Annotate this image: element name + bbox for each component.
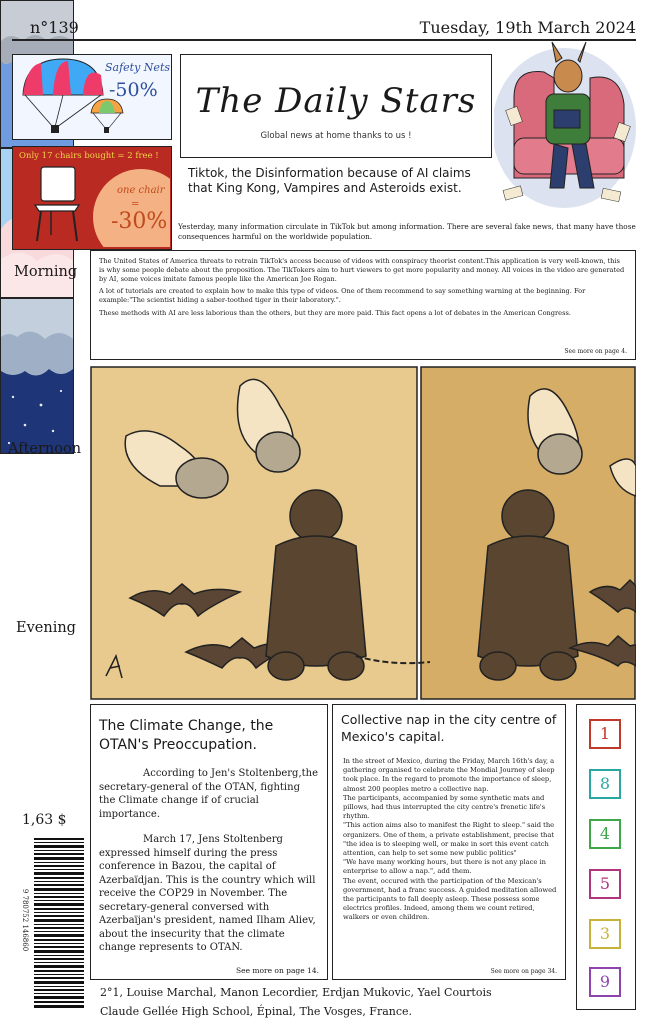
- nap-article-paragraph: The participants, accompanied by some synthetic mats and pillows, had thus interrupted the city centre's frenetic life's rhythm.: [343, 793, 546, 821]
- newspaper-subtitle: Global news at home thanks to us !: [260, 131, 412, 141]
- barcode-number: 9 780752 146860: [21, 888, 29, 952]
- lottery-numbers: [576, 704, 636, 1010]
- main-article-see-more[interactable]: See more on page 4.: [564, 348, 627, 355]
- credits-authors: 2°1, Louise Marchal, Manon Lecordier, Erdjan Mukovic, Yael Courtois: [100, 986, 492, 999]
- climate-article-title: The Climate Change, the OTAN's Preoccupation.: [99, 718, 274, 753]
- nap-article-paragraph: In the street of Mexico, during the Friday, March 16th's day, a gathering organised to celebrate the Mondial Journey of sleep took place. In the regard to promote the importance of sleep, almost 200 peoples metro a collective nap.: [343, 757, 555, 793]
- ad-chairs: [12, 146, 172, 250]
- masthead: [180, 54, 492, 158]
- number-box: 1: [589, 719, 621, 749]
- issue-number: n°139: [30, 18, 79, 37]
- climate-article-paragraph: According to Jen's Stoltenberg,the secretary-general of the OTAN, fighting the Climate change if of crucial importance.: [99, 768, 319, 820]
- weather-evening-panel: [0, 298, 74, 454]
- main-article: [90, 250, 636, 360]
- reader-figure-icon: [494, 38, 636, 208]
- nap-see-more[interactable]: See more on page 34.: [490, 968, 557, 975]
- main-article-paragraph: The United States of America threats to retrain TikTok's access because of videos with conspiracy theorist content.This application is very well-known, this is why some people debate about the proposition. The TikTokers aim to hurt viewers to get more popularity and money. All voices in the video are generated by AI, some voices imitate famous people like the American Joe Rogan.: [99, 257, 625, 283]
- number-box: 4: [589, 819, 621, 849]
- ad-chairs-offer: Only 17 chairs bought = 2 free !: [19, 151, 159, 161]
- ad-chairs-equals: =: [131, 199, 140, 210]
- price: 1,63 $: [22, 812, 67, 828]
- nap-article-paragraph: "We have many working hours, but there is not any place in enterprise to allow a nap.", add them.: [343, 858, 546, 876]
- number-box: 3: [589, 919, 621, 949]
- nap-article-paragraph: The event, occured with the participation of the Mexican's government, had a franc success. A guided meditation allowed the participants to fall deeply asleep. These possess some electrics profiles. Indeed, among them we count retired, walkers or even children.: [343, 876, 557, 922]
- credits-school: Claude Gellée High School, Épinal, The Vosges, France.: [100, 1005, 413, 1018]
- nap-article: [332, 704, 566, 980]
- reader-illustration: [494, 38, 636, 208]
- weather-afternoon-label: Afternoon: [8, 441, 82, 457]
- comic-king-kong-icon: [90, 366, 636, 700]
- nap-article-paragraph: "This action aims also to manifest the Right to sleep." said the organizers. One of them, a private establishment, precise that "the idea is to sleeping well, or make in sort this event catch attention, can help to set some new public politics": [343, 821, 555, 858]
- ad-chairs-discount: -30%: [111, 209, 168, 234]
- night-cloud-icon: [1, 299, 73, 453]
- newspaper-title: The Daily Stars: [195, 81, 477, 121]
- climate-see-more[interactable]: See more on page 14.: [236, 966, 319, 975]
- main-article-paragraph: A lot of tutorials are created to explain how to make this type of videos. One of them recommend to say something warning at the beginning. For example:"The scientist hiding a saber-toothed tiger in their laboratory.".: [99, 287, 586, 305]
- number-box: 5: [589, 869, 621, 899]
- main-article-paragraph: These methods with AI are less laborious than the others, but they are more paid. This fact opens a lot of debates in the American Congress.: [99, 308, 571, 317]
- number-box: 9: [589, 967, 621, 997]
- climate-article-paragraph: March 17, Jens Stoltenberg expressed himself during the press conference in Bazou, the capital of Azerbaïdjan. This is the country which will receive the COP29 in November. The secretary-general conversed with Azerbaïjan's president, named Ilham Aliev, about the insecurity that the climate change represents to OTAN.: [99, 834, 316, 953]
- ad-chairs-label: one chair: [117, 185, 165, 196]
- headline-title: Tiktok, the Disinformation because of AI claims that King Kong, Vampires and Asteroids exist.: [188, 166, 471, 195]
- nap-article-title: Collective nap in the city centre of Mexico's capital.: [341, 712, 557, 744]
- climate-article: [90, 704, 328, 980]
- headline-box: [180, 160, 492, 208]
- weather-evening-label: Evening: [16, 620, 76, 636]
- barcode-icon: [22, 838, 84, 1010]
- headline-lead: Yesterday, many information circulate in TikTok but among information. There are several fake news, that many have those consequences harmful on the worldwide population.: [178, 222, 636, 241]
- ad-safety-discount: -50%: [109, 79, 158, 101]
- ad-safety-label: Safety Nets: [105, 61, 171, 74]
- weather-morning-label: Morning: [14, 264, 78, 280]
- issue-date: Tuesday, 19th March 2024: [419, 18, 636, 37]
- ad-safety-nets: [12, 54, 172, 140]
- barcode: [22, 838, 84, 1010]
- number-box: 8: [589, 769, 621, 799]
- comic-strip: [90, 366, 636, 700]
